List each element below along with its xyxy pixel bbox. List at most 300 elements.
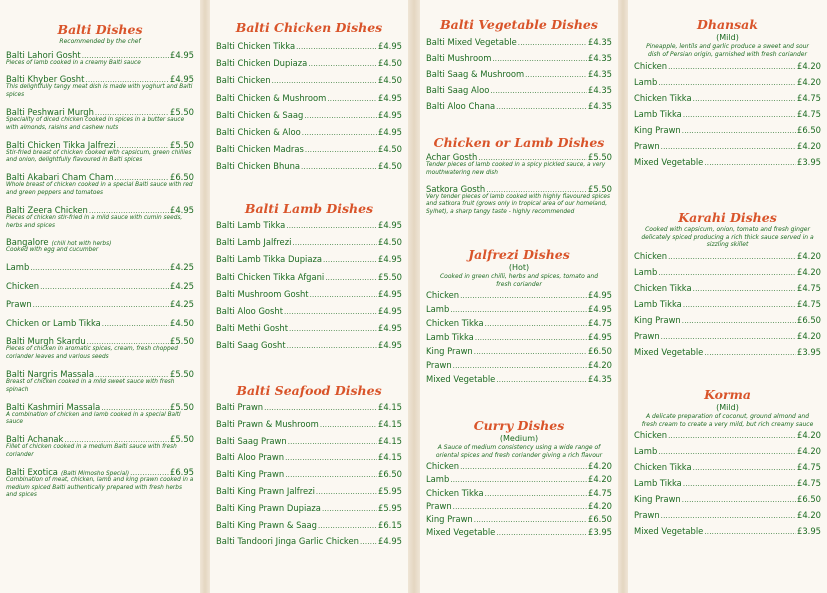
leader-dots (704, 157, 796, 167)
menu-item (634, 157, 821, 167)
leader-dots (704, 347, 796, 357)
item-list (6, 50, 194, 501)
leader-dots (450, 304, 587, 314)
leader-dots (316, 486, 377, 496)
item-price: £5.50 (588, 152, 612, 162)
section-title: Balti Dishes (57, 22, 143, 37)
menu-item (426, 318, 612, 328)
item-price: £4.95 (378, 254, 402, 265)
item-name: Balti King Prawn (216, 469, 285, 480)
item-name: Lamb Tikka (426, 332, 474, 342)
item-name: Balti Prawn & Mushroom (216, 418, 319, 429)
item-name: Chicken Tikka (634, 93, 692, 103)
menu-item-row (6, 299, 194, 309)
item-name: Balti Saag Aloo (426, 85, 490, 95)
item-price: £4.95 (378, 41, 402, 51)
leader-dots (453, 360, 587, 370)
menu-item-row (426, 152, 612, 162)
menu-item-row (634, 125, 821, 135)
item-price: £4.35 (588, 53, 612, 63)
item-name: Balti Aloo Prawn (216, 452, 285, 463)
menu-item-row (6, 74, 194, 84)
menu-item-row (6, 434, 194, 444)
item-name: Balti Murgh Skardu (6, 336, 86, 347)
menu-item-row (216, 254, 402, 264)
section-title: Dhansak (697, 17, 758, 32)
menu-item-row (6, 205, 194, 215)
menu-item-row (426, 360, 612, 370)
leader-dots (658, 446, 796, 456)
menu-item-row (6, 336, 194, 346)
item-price: £4.95 (588, 290, 612, 300)
item-description: A combination of chicken and lamb cooked in a special Balti sauce (6, 411, 181, 426)
menu-item-row (634, 157, 821, 167)
item-price: £5.50 (170, 106, 194, 117)
item-price: £4.75 (797, 93, 821, 103)
leader-dots (310, 289, 377, 299)
item-list (426, 152, 612, 217)
item-name: Balti Mixed Vegetable (426, 37, 517, 47)
item-name: Balti Chicken Madras (216, 144, 304, 155)
menu-item-row (634, 61, 821, 71)
item-name: Balti Mushroom (426, 53, 492, 63)
item-price: £5.50 (170, 336, 194, 347)
leader-dots (525, 69, 587, 79)
leader-dots (478, 152, 587, 162)
menu-item (426, 374, 612, 384)
item-price: £4.15 (378, 418, 402, 429)
item-name: Lamb (6, 262, 30, 273)
menu-section-karahi (634, 210, 821, 363)
leader-dots (82, 50, 169, 60)
menu-item (634, 446, 821, 456)
item-list (634, 430, 821, 536)
item-list (216, 402, 402, 546)
section-title: Chicken or Lamb Dishes (433, 135, 605, 150)
item-price: £4.95 (588, 332, 612, 342)
menu-item-row (6, 107, 194, 117)
leader-dots (292, 237, 377, 247)
menu-item (6, 205, 194, 231)
menu-item (216, 161, 402, 171)
leader-dots (518, 37, 587, 47)
item-price: £4.75 (797, 462, 821, 472)
menu-item-row (216, 402, 402, 412)
leader-dots (95, 369, 169, 379)
leader-dots (296, 41, 377, 51)
menu-item (634, 315, 821, 325)
item-name: King Prawn (426, 346, 473, 356)
item-note: (chili hot with herbs) (51, 241, 112, 248)
leader-dots (496, 101, 587, 111)
menu-item (216, 237, 402, 247)
leader-dots (668, 251, 796, 261)
item-price: £5.95 (378, 502, 402, 513)
menu-item (634, 283, 821, 293)
menu-item-row (426, 461, 612, 471)
item-name: Balti Tandoori Jinga Garlic Chicken (216, 536, 359, 547)
item-list (426, 37, 612, 111)
menu-item-row (216, 237, 402, 247)
item-description: Cooked with egg and cucumber (6, 247, 99, 254)
item-price: £4.20 (588, 500, 612, 511)
menu-item (216, 340, 402, 350)
menu-item-row (216, 306, 402, 316)
menu-item-row (426, 332, 612, 342)
item-price: £4.95 (170, 204, 194, 215)
menu-item-row (634, 462, 821, 472)
leader-dots (661, 141, 796, 151)
item-name: Mixed Vegetable (634, 526, 704, 536)
item-description: Fillet of chicken cooked in a medium Balti sauce with fresh coriander (6, 444, 177, 458)
menu-item (426, 101, 612, 111)
leader-dots (101, 402, 169, 412)
item-price: £4.35 (588, 69, 612, 79)
item-name: Prawn (426, 360, 452, 370)
menu-item (6, 107, 194, 133)
item-name: Balti Aloo Gosht (216, 305, 284, 316)
item-name: Balti Prawn (216, 402, 264, 412)
leader-dots (658, 77, 796, 87)
item-price: £4.25 (170, 262, 194, 273)
item-price: £4.50 (170, 317, 194, 328)
section-title: Balti Vegetable Dishes (440, 17, 598, 32)
leader-dots (327, 93, 377, 103)
menu-item-row (216, 41, 402, 51)
item-name: Balti Chicken & Mushroom (216, 92, 327, 103)
item-name: Prawn (634, 330, 660, 341)
menu-item (6, 318, 194, 328)
menu-item-row (634, 77, 821, 87)
menu-item-row (634, 109, 821, 119)
item-name: Chicken Tikka (426, 318, 484, 328)
leader-dots (114, 172, 169, 182)
item-name: Chicken Tikka (634, 462, 692, 472)
item-list (216, 41, 402, 171)
menu-item (634, 510, 821, 520)
menu-item (6, 74, 194, 100)
menu-item-row (216, 503, 402, 513)
item-name: Balti Chicken Tikka Jalfrezi (6, 139, 116, 150)
item-name: Balti King Prawn & Saag (216, 519, 317, 530)
menu-item-row (634, 494, 821, 504)
leader-dots (682, 494, 796, 504)
item-price: £4.35 (588, 101, 612, 111)
leader-dots (496, 374, 587, 384)
item-price: £6.50 (378, 469, 402, 480)
menu-item-row (426, 501, 612, 511)
item-name: Balti Chicken Tikka Afgani (216, 271, 325, 282)
item-price: £5.50 (170, 368, 194, 379)
leader-dots (474, 346, 587, 356)
menu-item-row (6, 467, 194, 477)
item-price: £6.50 (588, 346, 612, 356)
item-price: £4.20 (797, 250, 821, 261)
menu-item-row (216, 110, 402, 120)
leader-dots (485, 318, 587, 328)
item-description: Pieces of lamb cooked in a creamy Balti sauce (6, 59, 141, 66)
menu-item (6, 140, 194, 166)
item-name: Balti Exotica (6, 466, 58, 477)
leader-dots (302, 127, 377, 137)
leader-dots (322, 503, 377, 513)
item-name: Satkora Gosth (426, 183, 486, 194)
item-name: Balti Lamb Tikka Dupiaza (216, 254, 323, 265)
menu-item (6, 402, 194, 428)
menu-item (426, 501, 612, 511)
item-name: Balti Akabari Cham Cham (6, 172, 114, 183)
leader-dots (308, 58, 377, 68)
leader-dots (325, 272, 377, 282)
menu-item (6, 281, 194, 291)
item-description: This delightfully tangy meat dish is made with yoghurt and Balti spices (6, 84, 193, 99)
menu-item (426, 527, 612, 537)
leader-dots (682, 315, 796, 325)
item-price: £4.50 (378, 161, 402, 172)
menu-item-row (216, 419, 402, 429)
leader-dots (683, 299, 796, 309)
menu-item (216, 220, 402, 230)
leader-dots (89, 205, 169, 215)
menu-item (216, 58, 402, 68)
menu-item (426, 152, 612, 178)
item-name: Lamb (426, 474, 450, 485)
menu-item-row (426, 101, 612, 111)
menu-item-row (426, 69, 612, 79)
item-list (426, 461, 612, 537)
menu-item-row (216, 486, 402, 496)
item-name: Mixed Vegetable (426, 527, 496, 538)
section-title: Jalfrezi Dishes (468, 247, 570, 262)
heat-level: (Hot) (508, 263, 530, 272)
leader-dots (33, 299, 169, 309)
item-price: £4.35 (588, 374, 612, 384)
menu-item-row (216, 323, 402, 333)
item-price: £4.50 (378, 144, 402, 155)
item-name: Achar Gosth (426, 152, 478, 162)
menu-item (6, 299, 194, 309)
page-fold (200, 0, 210, 593)
menu-item (426, 474, 612, 484)
menu-section-jalfrezi (426, 247, 612, 388)
item-price: £6.15 (378, 519, 402, 530)
menu-item-row (426, 346, 612, 356)
menu-item (634, 251, 821, 261)
item-name: Mixed Vegetable (634, 346, 704, 357)
leader-dots (305, 144, 377, 154)
leader-dots (490, 85, 587, 95)
leader-dots (496, 527, 587, 537)
item-name: King Prawn (426, 514, 473, 525)
item-list (634, 251, 821, 357)
item-name: Balti Zeera Chicken (6, 204, 88, 215)
item-price: £4.20 (797, 61, 821, 71)
item-price: £4.95 (378, 536, 402, 547)
menu-item-row (216, 144, 402, 154)
menu-item-row (426, 53, 612, 63)
menu-item (634, 478, 821, 488)
leader-dots (360, 536, 377, 546)
leader-dots (658, 267, 796, 277)
menu-item (216, 436, 402, 446)
item-price: £6.50 (797, 494, 821, 504)
item-name: King Prawn (634, 494, 681, 504)
leader-dots (682, 125, 796, 135)
item-name: Chicken Tikka (634, 282, 692, 293)
item-name: Chicken (634, 61, 668, 71)
item-price: £4.75 (797, 478, 821, 488)
item-price: £4.95 (588, 304, 612, 314)
item-description: Speciality of diced chicken cooked in spices in a butter sauce with almonds, raisins and cashew nuts (6, 116, 185, 131)
heat-level: (Mild) (716, 403, 739, 412)
item-price: £4.20 (797, 141, 821, 151)
item-description: Pieces of chicken stir-fried in a mild sauce with cumin seeds, herbs and spices (6, 214, 183, 229)
item-name: Prawn (426, 500, 452, 511)
leader-dots (661, 331, 796, 341)
leader-dots (486, 184, 587, 194)
leader-dots (286, 220, 377, 230)
leader-dots (693, 93, 796, 103)
menu-panel-1 (0, 0, 200, 593)
item-price: £4.75 (588, 487, 612, 498)
item-name: Mixed Vegetable (634, 157, 704, 167)
item-list (426, 290, 612, 384)
item-price: £4.95 (378, 340, 402, 351)
leader-dots (320, 419, 377, 429)
item-description: Stir-fried breast of chicken cooked with capsicum, green chillies and onion, delightfully flavoured in Balti spices (6, 149, 192, 164)
section-title: Korma (704, 387, 751, 402)
item-description: Combination of meat, chicken, lamb and king prawn cooked in a medium spiced Balti authentically prepared with fresh herbs and spices (6, 476, 194, 499)
item-price: £5.50 (170, 434, 194, 445)
item-name: Balti Chicken (216, 75, 271, 86)
menu-item (216, 452, 402, 462)
menu-item (426, 53, 612, 63)
menu-item (634, 109, 821, 119)
menu-item (216, 520, 402, 530)
item-price: £4.20 (588, 360, 612, 370)
leader-dots (288, 436, 377, 446)
menu-item-row (634, 478, 821, 488)
item-name: Lamb (634, 77, 658, 87)
item-description: Pieces of chicken in aromatic spices, cream, fresh chopped coriander leaves and various seeds (6, 346, 178, 361)
item-name: Chicken (634, 430, 668, 440)
menu-item (426, 461, 612, 471)
heat-level: (Medium) (499, 434, 539, 443)
menu-item-row (634, 299, 821, 309)
leader-dots (693, 283, 796, 293)
item-name: Lamb Tikka (634, 298, 682, 309)
item-name: King Prawn (634, 125, 681, 135)
menu-item (216, 536, 402, 546)
menu-item-row (426, 184, 612, 194)
menu-item (634, 299, 821, 309)
menu-item-row (634, 331, 821, 341)
menu-item-row (216, 220, 402, 230)
leader-dots (323, 254, 377, 264)
menu-item-row (216, 93, 402, 103)
item-name: Balti King Prawn Jalfrezi (216, 485, 315, 496)
item-price: £5.50 (588, 183, 612, 194)
menu-panel-4 (628, 0, 827, 593)
leader-dots (285, 469, 377, 479)
menu-section-curry (426, 418, 612, 541)
item-price: £4.20 (797, 510, 821, 520)
leader-dots (474, 514, 587, 524)
menu-section-balti-lamb (216, 201, 402, 358)
menu-item (634, 125, 821, 135)
item-price: £5.50 (378, 271, 402, 282)
item-price: £4.75 (797, 282, 821, 293)
item-price: £4.95 (378, 92, 402, 103)
menu-item-row (216, 436, 402, 446)
leader-dots (102, 318, 169, 328)
menu-item-row (6, 402, 194, 412)
menu-panel-2 (210, 0, 408, 593)
menu-item (216, 503, 402, 513)
menu-item-row (426, 488, 612, 498)
menu-item-row (426, 514, 612, 524)
menu-item-row (634, 251, 821, 261)
item-price: £5.50 (170, 401, 194, 412)
menu-item-row (216, 340, 402, 350)
menu-section-dhansak (634, 17, 821, 173)
item-name: Balti Peshwari Murgh (6, 106, 94, 117)
item-price: £4.20 (797, 77, 821, 87)
menu-item-row (216, 289, 402, 299)
item-price: £6.95 (170, 466, 194, 477)
item-name: Mixed Vegetable (426, 374, 496, 384)
item-name: Chicken (634, 250, 668, 261)
item-price: £6.50 (588, 514, 612, 525)
menu-item-row (634, 267, 821, 277)
item-name: Balti Lamb Tikka (216, 220, 286, 230)
menu-item (426, 304, 612, 314)
item-name: Balti Saag Prawn (216, 435, 287, 446)
section-title: Karahi Dishes (678, 210, 777, 225)
menu-item (216, 93, 402, 103)
leader-dots (64, 434, 169, 444)
leader-dots (301, 161, 377, 171)
item-price: £4.95 (378, 126, 402, 137)
leader-dots (492, 53, 587, 63)
menu-item-row (426, 37, 612, 47)
item-name: Balti Saag Gosht (216, 340, 286, 351)
leader-dots (287, 340, 377, 350)
leader-dots (30, 262, 169, 272)
menu-item (216, 306, 402, 316)
item-name: Lamb (426, 304, 450, 314)
item-description: Tender pieces of lamb cooked in a spicy pickled sauce, a very mouthwatering new dish (426, 162, 606, 176)
menu-item-row (216, 58, 402, 68)
leader-dots (304, 110, 377, 120)
leader-dots (460, 290, 587, 300)
menu-item (216, 254, 402, 264)
item-name: Balti Achanak (6, 434, 64, 445)
menu-item-row (6, 140, 194, 150)
leader-dots (460, 461, 587, 471)
leader-dots (683, 478, 796, 488)
leader-dots (85, 74, 169, 84)
item-price: £4.25 (170, 280, 194, 291)
menu-item (216, 272, 402, 282)
item-price: £4.20 (797, 446, 821, 456)
item-price: £3.95 (588, 527, 612, 538)
menu-item-row (426, 527, 612, 537)
item-name: Balti Chicken Bhuna (216, 161, 301, 172)
item-price: £4.35 (588, 37, 612, 47)
item-price: £6.50 (797, 314, 821, 325)
menu-item (634, 93, 821, 103)
